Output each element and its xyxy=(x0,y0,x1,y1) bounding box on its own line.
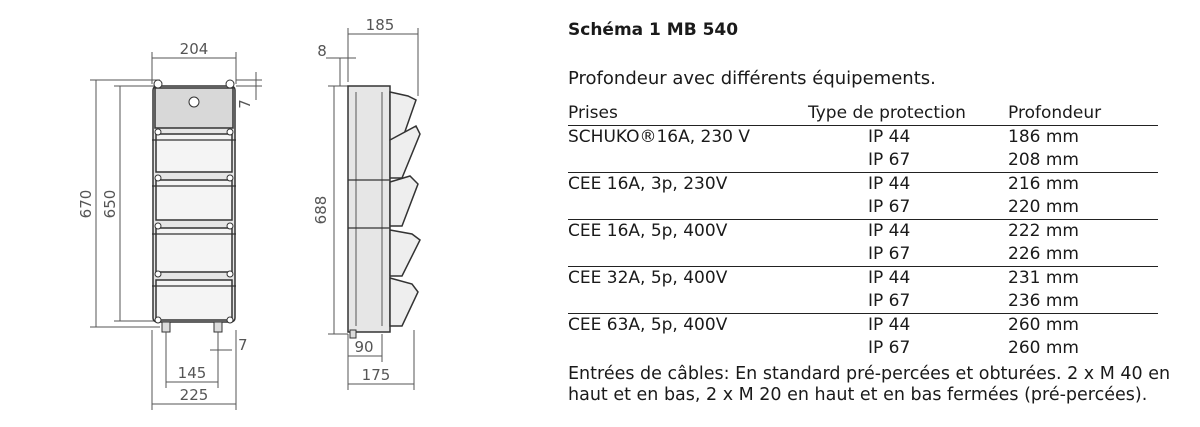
cell-profondeur: 231 mm xyxy=(1008,267,1158,291)
dim-front-top-offset: 7 xyxy=(236,99,254,109)
dim-side-height: 688 xyxy=(312,195,330,225)
cell-profondeur: 220 mm xyxy=(1008,197,1079,217)
cell-protection: IP 67 xyxy=(868,197,911,217)
table-row xyxy=(568,173,1158,197)
header-prises: Prises xyxy=(568,103,618,123)
description: Profondeur avec différents équipements. xyxy=(568,68,936,89)
cell-protection: IP 44 xyxy=(804,267,1008,291)
table-row xyxy=(568,220,1158,244)
side-view xyxy=(312,16,420,390)
table-header-row xyxy=(568,102,1158,126)
table-row xyxy=(568,337,1158,360)
cell-protection: IP 44 xyxy=(804,220,1008,244)
cell-prise xyxy=(568,290,804,314)
cell-profondeur: 260 mm xyxy=(1008,314,1158,338)
dim-front-foot-spacing: 145 xyxy=(177,364,207,382)
cell-prise: CEE 63A, 5p, 400V xyxy=(568,314,804,338)
header-profondeur: Profondeur xyxy=(1008,103,1102,123)
table-row xyxy=(568,243,1158,267)
cell-profondeur: 222 mm xyxy=(1008,220,1158,244)
dim-side-base-depth: 90 xyxy=(354,338,374,356)
cell-prise: CEE 16A, 3p, 230V xyxy=(568,173,804,197)
table-row xyxy=(568,126,1158,150)
cell-protection: IP 44 xyxy=(804,314,1008,338)
dim-side-lid-offset: 8 xyxy=(317,42,327,60)
cell-protection: IP 44 xyxy=(804,173,1008,197)
cell-profondeur: 260 mm xyxy=(1008,338,1079,358)
cell-protection: IP 67 xyxy=(868,291,911,311)
dim-front-total-width: 225 xyxy=(179,386,209,404)
header-protection: Type de protection xyxy=(808,103,966,123)
cell-profondeur: 226 mm xyxy=(1008,244,1079,264)
cell-prise xyxy=(568,149,804,173)
table-row xyxy=(568,149,1158,173)
cell-prise xyxy=(568,337,804,360)
cell-protection: IP 67 xyxy=(868,338,911,358)
table-row xyxy=(568,290,1158,314)
page-title: Schéma 1 MB 540 xyxy=(568,20,739,40)
cell-protection: IP 44 xyxy=(804,126,1008,150)
technical-drawings xyxy=(0,0,560,427)
dim-side-depth-top: 185 xyxy=(365,16,395,34)
table-row xyxy=(568,314,1158,338)
dim-side-total-depth: 175 xyxy=(361,366,391,384)
cell-profondeur: 208 mm xyxy=(1008,150,1079,170)
cell-prise: CEE 32A, 5p, 400V xyxy=(568,267,804,291)
cell-profondeur: 216 mm xyxy=(1008,173,1158,197)
cell-prise xyxy=(568,196,804,220)
cable-entry-note: Entrées de câbles: En standard pré-percées et obturées. 2 x M 40 en haut et en bas, 2 x M 20 en haut et en bas fermées (pré-percées). xyxy=(568,364,1171,405)
depth-table xyxy=(568,102,1158,360)
cell-prise: CEE 16A, 5p, 400V xyxy=(568,220,804,244)
cell-prise xyxy=(568,243,804,267)
front-view xyxy=(77,40,262,410)
cell-protection: IP 67 xyxy=(868,150,911,170)
dim-front-total-height: 670 xyxy=(77,189,95,219)
dim-front-bottom-offset: 7 xyxy=(238,336,248,354)
cell-profondeur: 186 mm xyxy=(1008,126,1158,150)
dim-front-top-width: 204 xyxy=(179,40,209,58)
cell-protection: IP 67 xyxy=(868,244,911,264)
table-row xyxy=(568,196,1158,220)
cell-profondeur: 236 mm xyxy=(1008,291,1079,311)
dim-front-inner-height: 650 xyxy=(101,189,119,219)
table-row xyxy=(568,267,1158,291)
cell-prise: SCHUKO®16A, 230 V xyxy=(568,126,804,150)
